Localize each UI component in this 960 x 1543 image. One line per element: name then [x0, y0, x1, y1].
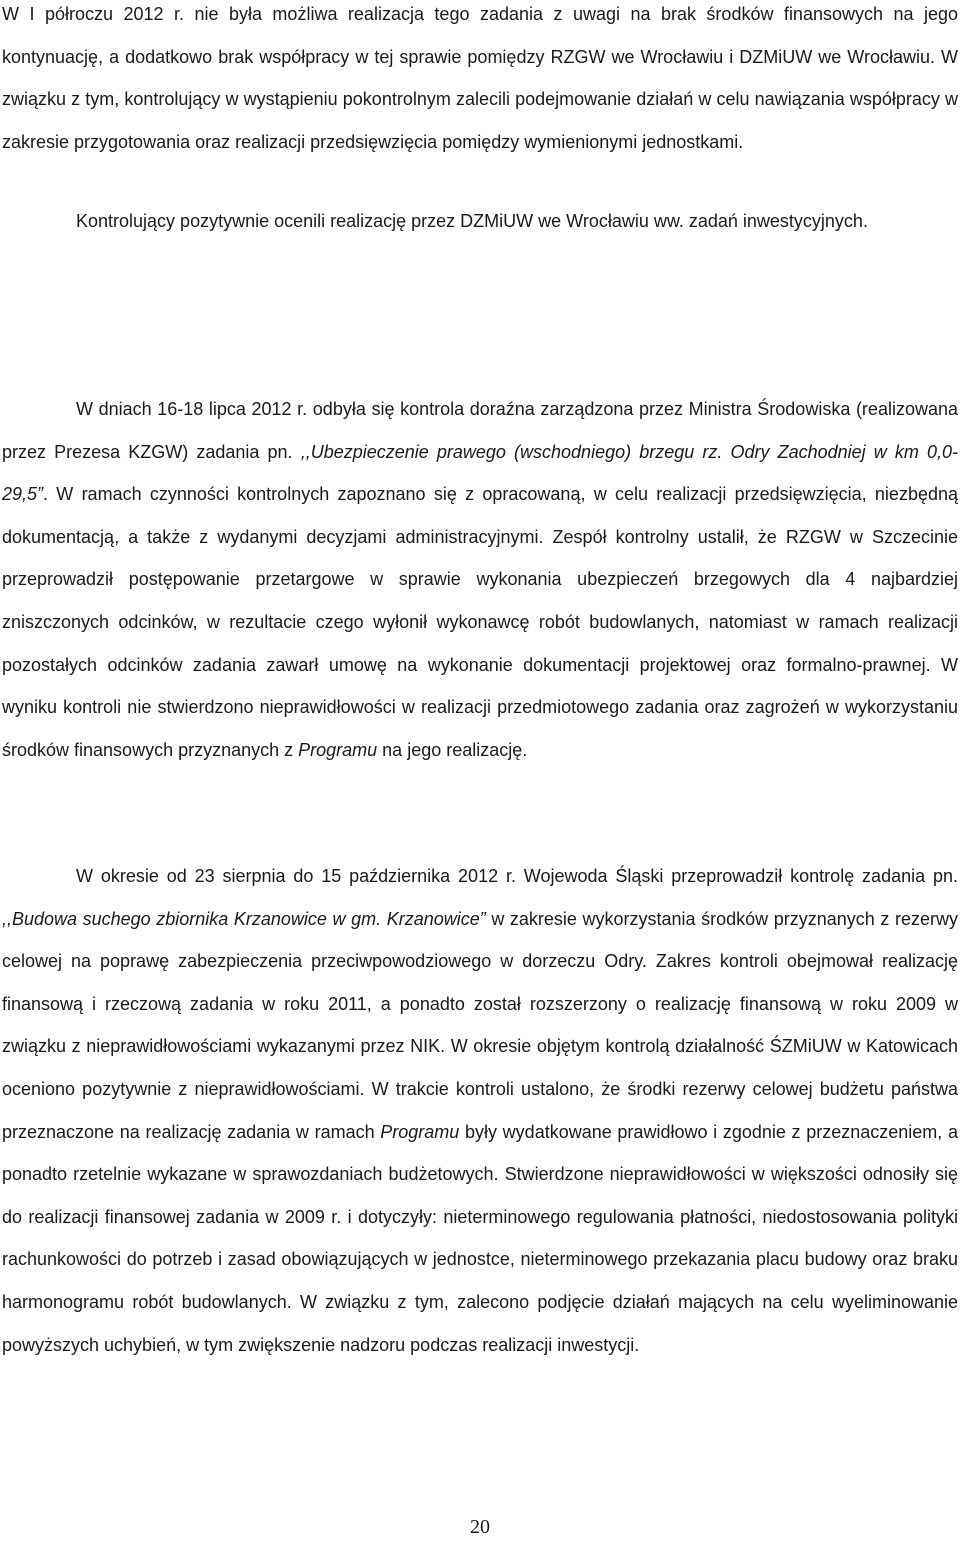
page-number: 20	[470, 1516, 490, 1538]
paragraph-4-part-1: W okresie od 23 sierpnia do 15 października 2012 r. Wojewoda Śląski przeprowadził kontrolę zadania pn.	[76, 866, 958, 886]
paragraph-1-text: W I półroczu 2012 r. nie była możliwa realizacja tego zadania z uwagi na brak środków finansowych na jego kontynuację, a dodatkowo brak współpracy w tej sprawie pomiędzy RZGW we Wrocławiu i DZMiUW we Wrocławiu. W związku z tym, kontrolujący w wystąpieniu pokontrolnym zalecili podejmowanie działań w celu nawiązania współpracy w zakresie przygotowania oraz realizacji przedsięwzięcia pomiędzy wymienionymi jednostkami.	[2, 4, 958, 152]
paragraph-1	[2, 0, 958, 163]
paragraph-3-task-name: ,,Ubezpieczenie prawego (wschodniego) brzegu rz. Odry Zachodniej w km 0,0-29,5”	[2, 441, 958, 505]
paragraph-4	[2, 855, 958, 1366]
paragraph-3-part-3: na jego realizację.	[377, 739, 528, 760]
paragraph-3-program: Programu	[298, 739, 378, 760]
paragraph-3	[2, 388, 958, 771]
paragraph-3-part-2: . W ramach czynności kontrolnych zapoznano się z opracowaną, w celu realizacji przedsięwzięcia, niezbędną dokumentacją, a także z wydanymi decyzjami administracyjnymi. Zespół kontrolny ustalił, że RZGW w Szczecinie przeprowadził postępowanie przetargowe w sprawie wykonania ubezpieczeń brzegowych dla 4 najbardziej zniszczonych odcinków, w rezultacie czego wyłonił wykonawcę robót budowlanych, natomiast w ramach realizacji pozostałych odcinków zadania zawarł umowę na wykonanie dokumentacji projektowej oraz formalno-prawnej. W wyniku kontroli nie stwierdzono nieprawidłowości w realizacji przedmiotowego zadania oraz zagrożeń w wykorzystaniu środków finansowych przyznanych z	[2, 484, 958, 760]
paragraph-2	[2, 200, 958, 243]
paragraph-2-text: Kontrolujący pozytywnie ocenili realizację przez DZMiUW we Wrocławiu ww. zadań inwestycyjnych.	[76, 211, 868, 231]
paragraph-4-part-2: w zakresie wykorzystania środków przyznanych z rezerwy celowej na poprawę zabezpieczenia przeciwpowodziowego w dorzeczu Odry. Zakres kontroli obejmował realizację finansową i rzeczową zadania w roku 2011, a ponadto został rozszerzony o realizację finansową w roku 2009 w związku z nieprawidłowościami wykazanymi przez NIK. W okresie objętym kontrolą działalność ŚZMiUW w Katowicach oceniono pozytywnie z nieprawidłowościami. W trakcie kontroli ustalono, że środki rezerwy celowej budżetu państwa przeznaczone na realizację zadania w ramach	[2, 908, 958, 1142]
paragraph-4-task-name: ,,Budowa suchego zbiornika Krzanowice w gm. Krzanowice”	[2, 908, 486, 929]
paragraph-3-part-1: W dniach 16-18 lipca 2012 r. odbyła się kontrola doraźna zarządzona przez Ministra Środowiska (realizowana przez Prezesa KZGW) zadania pn.	[2, 399, 958, 462]
paragraph-4-part-3: były wydatkowane prawidłowo i zgodnie z przeznaczeniem, a ponadto rzetelnie wykazane w sprawozdaniach budżetowych. Stwierdzone nieprawidłowości w większości odnosiły się do realizacji finansowej zadania w 2009 r. i dotyczyły: nieterminowego regulowania płatności, niedostosowania polityki rachunkowości do potrzeb i zasad obowiązujących w jednostce, nieterminowego przekazania placu budowy oraz braku harmonogramu robót budowlanych. W związku z tym, zalecono podjęcie działań mających na celu wyeliminowanie powyższych uchybień, w tym zwiększenie nadzoru podczas realizacji inwestycji.	[2, 1121, 958, 1355]
paragraph-4-program: Programu	[380, 1121, 460, 1142]
